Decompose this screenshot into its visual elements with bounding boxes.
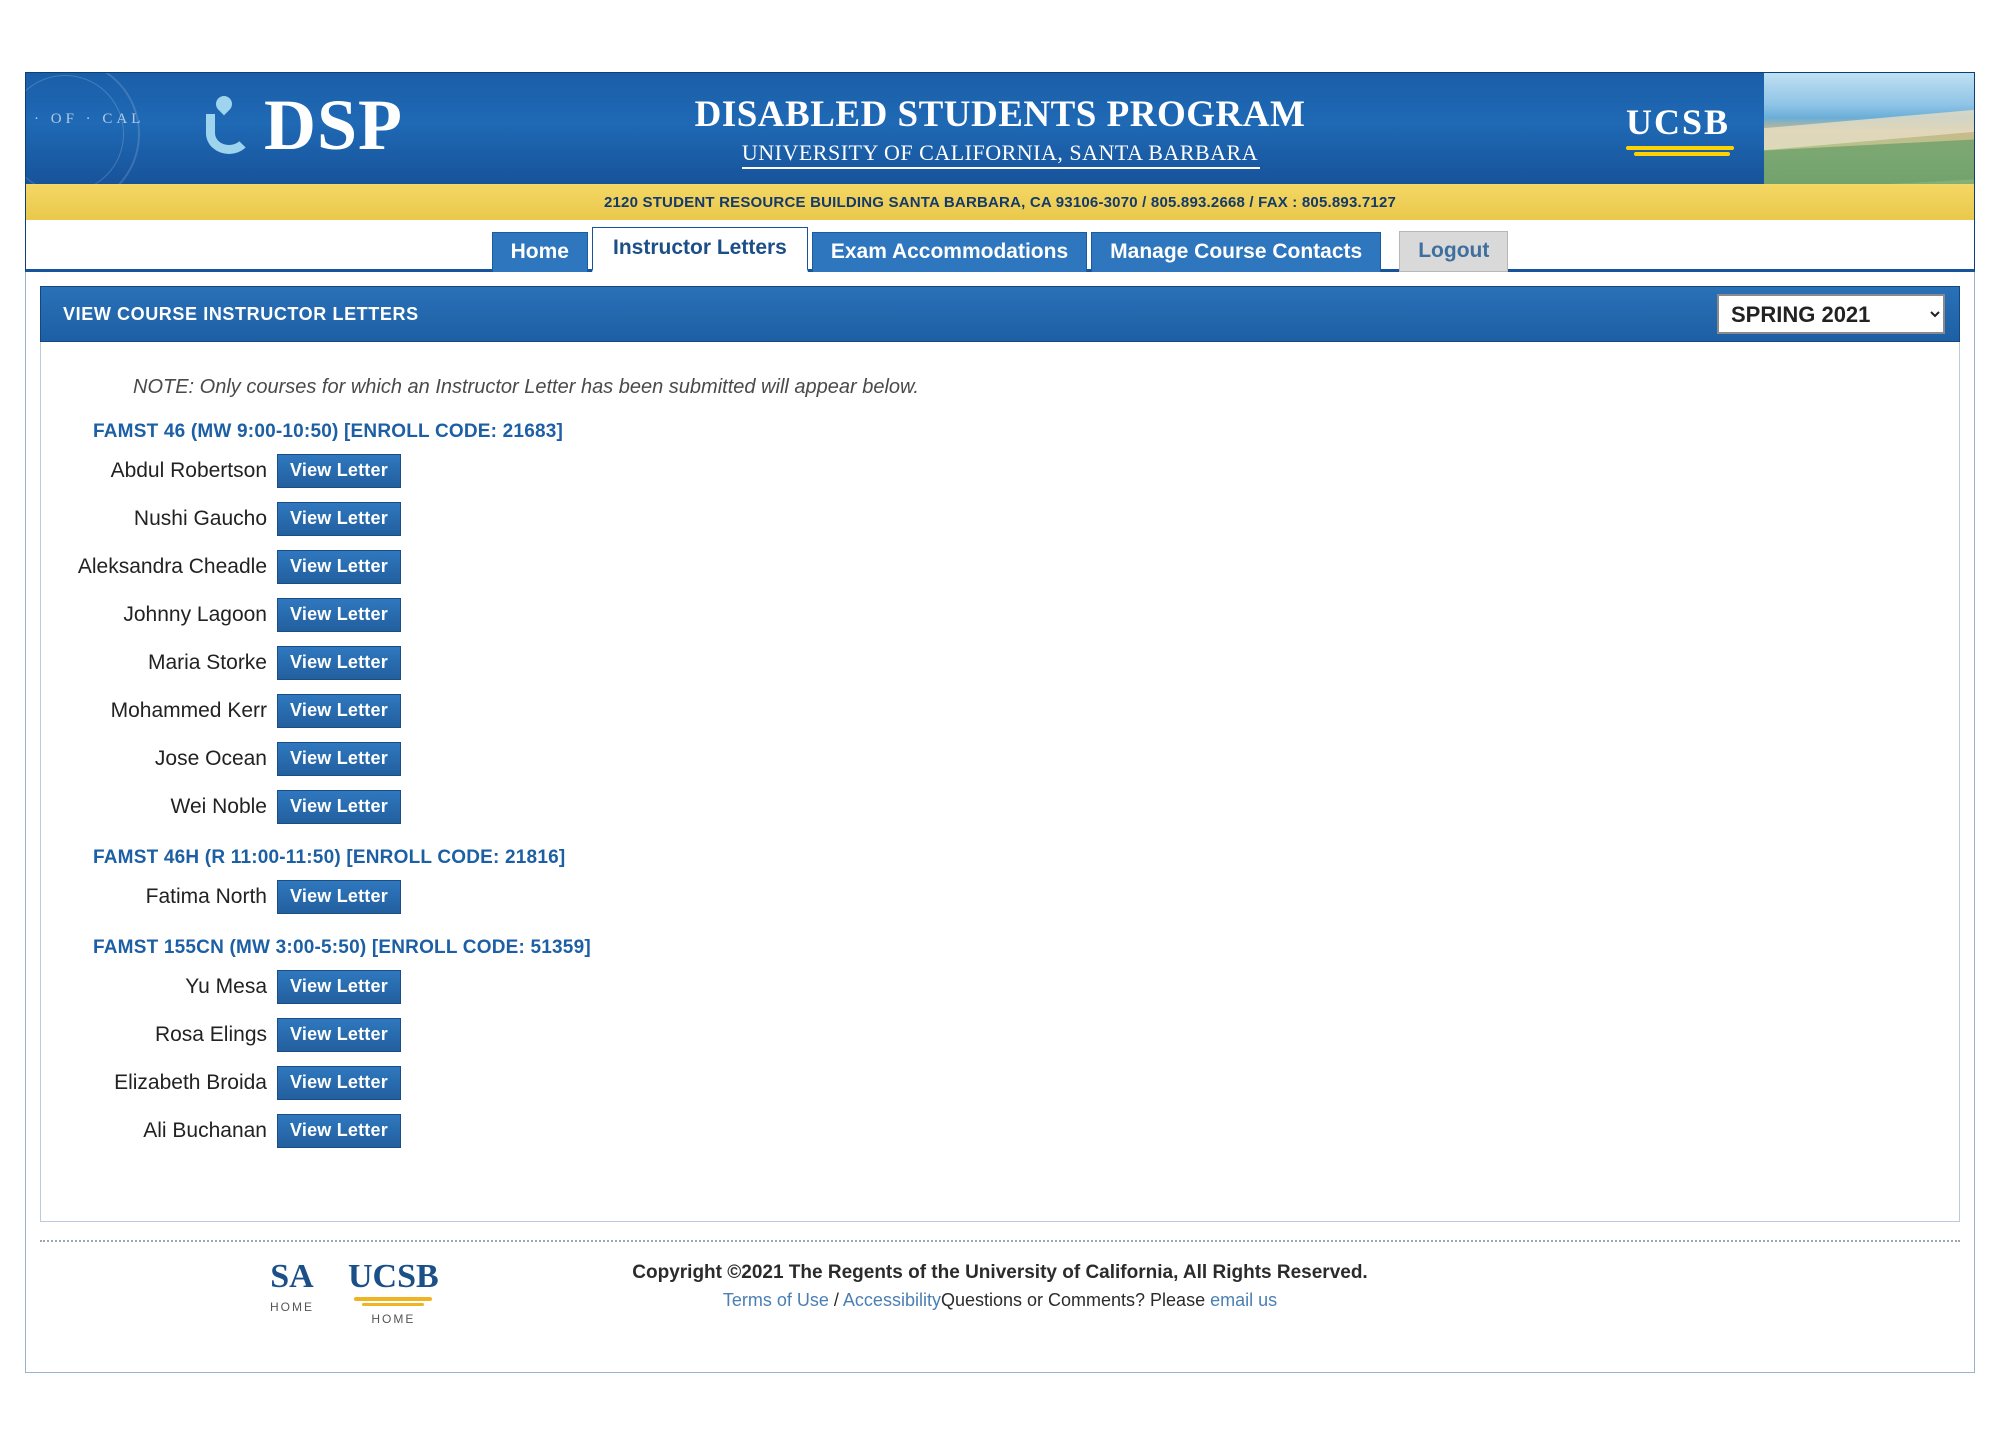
course-heading: FAMST 155CN (MW 3:00-5:50) [ENROLL CODE: 51359] [93, 937, 591, 958]
ucsb-logo [1622, 101, 1734, 158]
view-letter-button[interactable]: View Letter [277, 1114, 401, 1148]
student-row [41, 645, 1959, 681]
student-row [41, 597, 1959, 633]
questions-text: Questions or Comments? Please [940, 1290, 1211, 1310]
site-title: DISABLED STUDENTS PROGRAM [694, 94, 1306, 135]
student-row [41, 453, 1959, 489]
student-name: Fatima North [145, 885, 267, 908]
contact-bar: 2120 STUDENT RESOURCE BUILDING SANTA BARBARA, CA 93106-3070 / 805.893.2668 / FAX : 805.893.7127 [25, 184, 1975, 220]
student-row [41, 549, 1959, 585]
student-name: Yu Mesa [185, 975, 267, 998]
seal-text: · OF · CAL [34, 111, 145, 127]
page-title: VIEW COURSE INSTRUCTOR LETTERS [63, 303, 419, 324]
course-heading: FAMST 46 (MW 9:00-10:50) [ENROLL CODE: 21683] [93, 421, 564, 442]
student-row [41, 693, 1959, 729]
view-letter-button[interactable]: View Letter [277, 880, 401, 914]
term-select[interactable] [1717, 294, 1945, 334]
student-name: Aleksandra Cheadle [77, 555, 267, 578]
sa-logo-text: SA [270, 1258, 314, 1295]
student-name: Nushi Gaucho [133, 507, 267, 530]
student-name: Ali Buchanan [143, 1119, 267, 1142]
student-name: Maria Storke [147, 651, 267, 674]
student-row [41, 789, 1959, 825]
course-list [41, 421, 1959, 1149]
main-navigation [25, 220, 1975, 272]
footer-text [632, 1258, 1367, 1311]
uc-seal-icon [25, 72, 140, 184]
terms-of-use-link[interactable]: Terms of Use [722, 1290, 829, 1310]
content-frame [25, 272, 1975, 1373]
student-name: Abdul Robertson [110, 459, 267, 482]
view-letter-button[interactable]: View Letter [277, 550, 401, 584]
email-us-link[interactable]: email us [1210, 1290, 1278, 1310]
section-header [40, 286, 1960, 342]
dsp-logo-text: DSP [264, 85, 404, 165]
student-name: Mohammed Kerr [110, 699, 267, 722]
site-masthead [25, 72, 1975, 184]
student-name: Johnny Lagoon [123, 603, 267, 626]
view-letter-button[interactable]: View Letter [277, 598, 401, 632]
footer-logos [270, 1260, 439, 1326]
accessibility-link[interactable]: Accessibility [842, 1290, 941, 1310]
page-container [25, 72, 1975, 1373]
student-row [41, 1017, 1959, 1053]
site-footer [40, 1240, 1960, 1356]
copyright-text: Copyright ©2021 The Regents of the University of California, All Rights Reserved. [632, 1262, 1368, 1283]
ucsb-wave-icon [1622, 146, 1734, 158]
logout-button[interactable]: Logout [1399, 231, 1508, 272]
sa-home-logo[interactable] [270, 1260, 314, 1314]
student-row [41, 879, 1959, 915]
view-letter-button[interactable]: View Letter [277, 970, 401, 1004]
nav-item-instructor-letters[interactable]: Instructor Letters [592, 227, 808, 272]
nav-item-exam-accommodations[interactable]: Exam Accommodations [812, 232, 1087, 272]
dsp-logo [204, 85, 404, 165]
footer-separator: / [828, 1290, 843, 1310]
student-name: Jose Ocean [154, 747, 267, 770]
nav-item-manage-course-contacts[interactable]: Manage Course Contacts [1091, 232, 1381, 272]
footer-links [632, 1290, 1367, 1311]
view-letter-button[interactable]: View Letter [277, 454, 401, 488]
student-name: Wei Noble [170, 795, 267, 818]
student-name: Elizabeth Broida [114, 1071, 267, 1094]
note-text: NOTE: Only courses for which an Instructor Letter has been submitted will appear below. [133, 376, 919, 398]
view-letter-button[interactable]: View Letter [277, 1018, 401, 1052]
student-row [41, 1065, 1959, 1101]
student-row [41, 741, 1959, 777]
course-heading: FAMST 46H (R 11:00-11:50) [ENROLL CODE: 21816] [93, 847, 566, 868]
view-letter-button[interactable]: View Letter [277, 646, 401, 680]
ucsb-footer-wave2-icon [362, 1303, 424, 1306]
view-letter-button[interactable]: View Letter [277, 502, 401, 536]
sa-logo-sub: HOME [270, 1300, 314, 1314]
student-name: Rosa Elings [154, 1023, 267, 1046]
student-row [41, 501, 1959, 537]
ucsb-footer-wave-icon [354, 1297, 432, 1301]
coastline-photo [1764, 73, 1974, 184]
site-subtitle: UNIVERSITY OF CALIFORNIA, SANTA BARBARA [741, 140, 1259, 165]
ucsb-footer-logo-text: UCSB [348, 1258, 439, 1295]
instructor-letters-panel [40, 342, 1960, 1222]
view-letter-button[interactable]: View Letter [277, 790, 401, 824]
ucsb-home-logo[interactable] [348, 1260, 439, 1326]
student-row [41, 1113, 1959, 1149]
nav-item-home[interactable]: Home [492, 232, 588, 272]
view-letter-button[interactable]: View Letter [277, 694, 401, 728]
dsp-water-drop-icon [204, 94, 256, 156]
student-row [41, 969, 1959, 1005]
view-letter-button[interactable]: View Letter [277, 742, 401, 776]
ucsb-logo-text: UCSB [1625, 102, 1731, 142]
view-letter-button[interactable]: View Letter [277, 1066, 401, 1100]
ucsb-logo-sub: HOME [371, 1312, 416, 1326]
